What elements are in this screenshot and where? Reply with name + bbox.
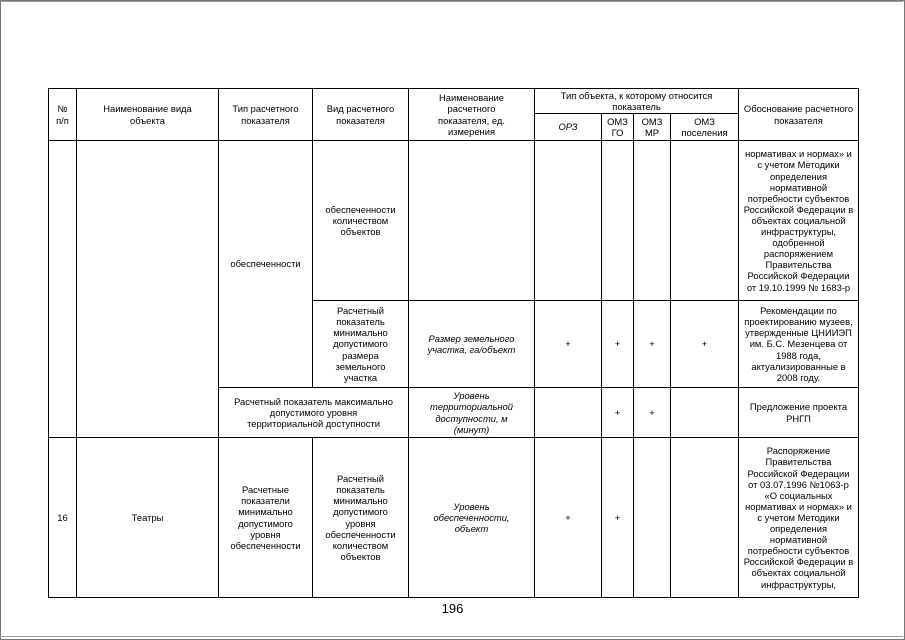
- cell-basis: Рекомендации по проектированию музеев, утвержденные ЦНИИЭП им. Б.С. Мезенцева от 1988 года, актуализированные в 2008 году.: [739, 301, 859, 388]
- cell-calc-name: Размер земельного участка, га/объект: [409, 301, 535, 388]
- cell-calc-name: [409, 141, 535, 301]
- header-num: № п/п: [49, 89, 77, 141]
- cell-orz: +: [535, 438, 602, 598]
- header-calc-type: Тип расчетного показателя: [219, 89, 313, 141]
- cell-name-continued: [77, 141, 219, 438]
- table-row: [49, 438, 859, 598]
- standards-table: [48, 88, 859, 598]
- header-row-1: [49, 89, 859, 114]
- cell-basis: нормативах и нормах» и с учетом Методики определения нормативной потребности субъектов Российской Федерации в объектах социальной инфраструктуры, одобренной распоряжением Правительства Российской Федерации от 19.10.1999 № 1683-р: [739, 141, 859, 301]
- cell-omz-go: +: [602, 388, 634, 438]
- scan-edge-bottom: [0, 636, 903, 637]
- cell-omz-go: +: [602, 438, 634, 598]
- cell-calc-type: Расчетный показатель максимально допустимого уровня территориальной доступности: [219, 388, 409, 438]
- header-calc-kind: Вид расчетного показателя: [313, 89, 409, 141]
- header-omz-mr: ОМЗ МР: [634, 114, 671, 141]
- cell-calc-kind: обеспеченности количеством объектов: [313, 141, 409, 301]
- scan-edge-top: [0, 1, 903, 2]
- cell-calc-kind: Расчетный показатель минимально допустимого размера земельного участка: [313, 301, 409, 388]
- cell-calc-kind: Расчетный показатель минимально допустимого уровня обеспеченности количеством объектов: [313, 438, 409, 598]
- cell-omz-mr: +: [634, 388, 671, 438]
- header-object-name: Наименование вида объекта: [77, 89, 219, 141]
- header-calc-name: Наименование расчетного показателя, ед. измерения: [409, 89, 535, 141]
- cell-orz: [535, 388, 602, 438]
- header-orz: ОРЗ: [535, 114, 602, 141]
- cell-omz-mr: [634, 141, 671, 301]
- cell-omz-settlement: [671, 388, 739, 438]
- cell-omz-settlement: [671, 141, 739, 301]
- cell-basis: Предложение проекта РНГП: [739, 388, 859, 438]
- cell-orz: [535, 141, 602, 301]
- cell-omz-go: [602, 141, 634, 301]
- table-row: [49, 141, 859, 301]
- cell-calc-type: обеспеченности: [219, 141, 313, 388]
- cell-omz-settlement: +: [671, 301, 739, 388]
- cell-num: 16: [49, 438, 77, 598]
- cell-name: Театры: [77, 438, 219, 598]
- cell-omz-settlement: [671, 438, 739, 598]
- cell-omz-mr: [634, 438, 671, 598]
- cell-calc-type: Расчетные показатели минимально допустимого уровня обеспеченности: [219, 438, 313, 598]
- page-number: 196: [441, 601, 464, 616]
- header-omz-go: ОМЗ ГО: [602, 114, 634, 141]
- header-omz-settlement: ОМЗ поселения: [671, 114, 739, 141]
- cell-basis: Распоряжение Правительства Российской Федерации от 03.07.1996 №1063-р «О социальных нормативах и нормах» и с учетом Методики определения нормативной потребности субъектов Российской Федерации в объектах социальной инфраструктуры,: [739, 438, 859, 598]
- cell-orz: +: [535, 301, 602, 388]
- cell-calc-name: Уровень территориальной доступности, м (минут): [409, 388, 535, 438]
- cell-omz-go: +: [602, 301, 634, 388]
- header-object-type: Тип объекта, к которому относится показатель: [535, 89, 739, 114]
- header-basis: Обоснование расчетного показателя: [739, 89, 859, 141]
- cell-num-continued: [49, 141, 77, 438]
- cell-omz-mr: +: [634, 301, 671, 388]
- cell-calc-name: Уровень обеспеченности, объект: [409, 438, 535, 598]
